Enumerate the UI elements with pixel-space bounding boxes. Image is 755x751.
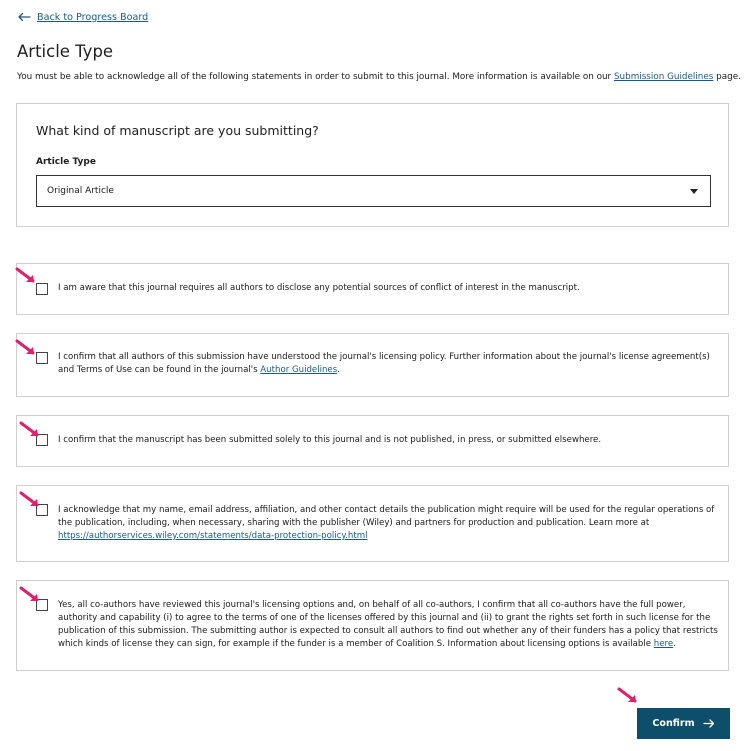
confirm-button-label: Confirm bbox=[652, 718, 695, 729]
statement-text-2 bbox=[58, 351, 720, 377]
statement-text-3-body: I confirm that the manuscript has been submitted solely to this journal and is not published, in press, or submitted elsewhere. bbox=[58, 435, 602, 445]
statement-text-5 bbox=[58, 599, 720, 651]
page-title: Article Type bbox=[17, 42, 114, 61]
article-type-select[interactable] bbox=[36, 175, 711, 207]
question-heading: What kind of manuscript are you submitting? bbox=[36, 123, 319, 138]
statement-card-2 bbox=[16, 333, 729, 397]
article-type-label: Article Type bbox=[36, 157, 96, 167]
statement-card-5 bbox=[16, 580, 729, 671]
statement-card-1 bbox=[16, 263, 729, 315]
statement-text-3 bbox=[58, 434, 720, 447]
licensing-options-link[interactable]: here bbox=[653, 639, 674, 649]
data-protection-policy-link[interactable]: https://authorservices.wiley.com/statements/data-protection-policy.html bbox=[58, 531, 368, 541]
intro-suffix: page. bbox=[713, 72, 741, 82]
statement-text-5-suffix: . bbox=[673, 639, 676, 649]
statement-text-2-suffix: . bbox=[337, 365, 340, 375]
statement-checkbox-1[interactable] bbox=[36, 283, 48, 295]
statement-checkbox-3[interactable] bbox=[36, 434, 48, 446]
statement-text-4 bbox=[58, 504, 720, 543]
statement-card-3 bbox=[16, 415, 729, 467]
submission-guidelines-link[interactable]: Submission Guidelines bbox=[613, 72, 714, 82]
intro-text bbox=[17, 72, 741, 82]
statement-card-4 bbox=[16, 485, 729, 562]
author-guidelines-link[interactable]: Author Guidelines bbox=[260, 365, 338, 375]
back-link-row bbox=[17, 10, 148, 24]
arrow-left-icon[interactable] bbox=[17, 12, 31, 22]
confirm-button[interactable] bbox=[637, 708, 730, 739]
statement-text-1 bbox=[58, 282, 720, 295]
caret-down-icon bbox=[690, 189, 698, 194]
arrow-right-icon bbox=[703, 719, 715, 728]
statement-text-5-body: Yes, all co-authors have reviewed this journal's licensing options and, on behalf of all co-authors, I confirm that all co-authors have the full power, authority and capability (i) to agree to the terms of one of the licenses offered by this journal and (ii) to grant the rights set forth in such license for the publication of this submission. The submitting author is expected to consult all authors to find out whether any of their funders has a policy that restricts which kinds of license they can sign, for example if the funder is a member of Coalition S. Information about licensing options is available bbox=[58, 600, 718, 649]
statement-text-2-body: I confirm that all authors of this submission have understood the journal's licensing policy. Further information about the journal's license agreement(s) and Terms of Use can be found in the journal's bbox=[58, 352, 710, 375]
back-to-progress-board-link[interactable]: Back to Progress Board bbox=[37, 11, 149, 23]
statement-checkbox-4[interactable] bbox=[36, 504, 48, 516]
statement-text-1-body: I am aware that this journal requires all authors to disclose any potential sources of conflict of interest in the manuscript. bbox=[58, 283, 580, 293]
statement-checkbox-2[interactable] bbox=[36, 352, 48, 364]
article-type-card bbox=[16, 103, 729, 227]
article-type-selected-value: Original Article bbox=[47, 186, 114, 196]
pointer-arrow-icon bbox=[616, 686, 640, 706]
intro-prefix: You must be able to acknowledge all of the following statements in order to submit to this journal. More information is available on our bbox=[17, 72, 614, 82]
statement-text-4-body: I acknowledge that my name, email address, affiliation, and other contact details the publication might require will be used for the regular operations of the publication, including, when necessary, sharing with the publisher (Wiley) and partners for production and publication. Learn more at bbox=[58, 505, 715, 528]
statement-checkbox-5[interactable] bbox=[36, 599, 48, 611]
